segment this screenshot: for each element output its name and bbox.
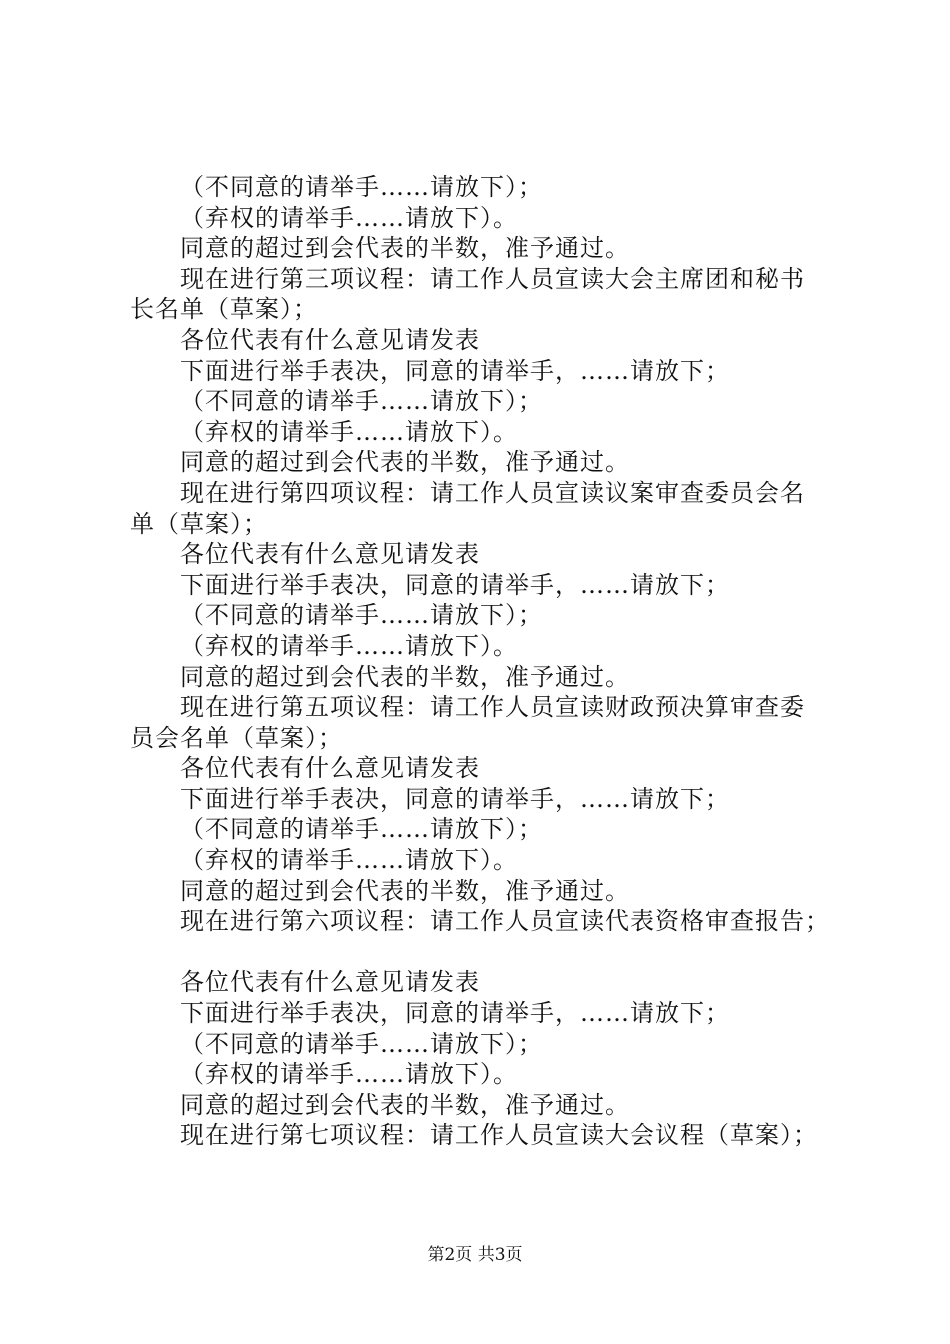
text-line: 同意的超过到会代表的半数，准予通过。 <box>180 876 630 905</box>
text-line: （不同意的请举手……请放下）； <box>180 387 543 416</box>
document-body <box>130 172 830 1151</box>
text-line: 现在进行第三项议程：请工作人员宣读大会主席团和秘书 <box>180 264 805 293</box>
text-line: （弃权的请举手……请放下）。 <box>180 1060 518 1089</box>
text-line: （弃权的请举手……请放下）。 <box>180 631 518 660</box>
text-line: 下面进行举手表决，同意的请举手，……请放下； <box>180 999 730 1028</box>
blank-line <box>130 937 830 968</box>
text-line: 同意的超过到会代表的半数，准予通过。 <box>180 448 630 477</box>
text-line: 同意的超过到会代表的半数，准予通过。 <box>180 1090 630 1119</box>
text-line: 下面进行举手表决，同意的请举手，……请放下； <box>180 570 730 599</box>
page-footer: 第2页 共3页 <box>427 1245 523 1265</box>
text-line: 单（草案）； <box>130 509 268 538</box>
text-line: （不同意的请举手……请放下）； <box>180 815 543 844</box>
text-line: （弃权的请举手……请放下）。 <box>180 203 518 232</box>
text-line: 各位代表有什么意见请发表 <box>180 754 480 783</box>
text-line: （弃权的请举手……请放下）。 <box>180 846 518 875</box>
text-line: （不同意的请举手……请放下）； <box>180 601 543 630</box>
text-line: 同意的超过到会代表的半数，准予通过。 <box>180 662 630 691</box>
text-line: （弃权的请举手……请放下）。 <box>180 417 518 446</box>
text-line: 各位代表有什么意见请发表 <box>180 968 480 997</box>
text-line: 员会名单（草案）； <box>130 723 343 752</box>
text-line: 现在进行第七项议程：请工作人员宣读大会议程（草案）； <box>180 1121 818 1150</box>
text-line: 长名单（草案）； <box>130 295 318 324</box>
text-line: （不同意的请举手……请放下）； <box>180 173 543 201</box>
text-line: 同意的超过到会代表的半数，准予通过。 <box>180 234 630 263</box>
text-line: （不同意的请举手……请放下）； <box>180 1029 543 1058</box>
text-line: 现在进行第六项议程：请工作人员宣读代表资格审查报告； <box>180 907 830 936</box>
text-line: 各位代表有什么意见请发表 <box>180 325 480 354</box>
text-line: 下面进行举手表决，同意的请举手，……请放下； <box>180 784 730 813</box>
text-line: 下面进行举手表决，同意的请举手，……请放下； <box>180 356 730 385</box>
text-line: 现在进行第四项议程：请工作人员宣读议案审查委员会名 <box>180 478 805 507</box>
text-line: 各位代表有什么意见请发表 <box>180 540 480 569</box>
text-line: 现在进行第五项议程：请工作人员宣读财政预决算审查委 <box>180 693 805 722</box>
